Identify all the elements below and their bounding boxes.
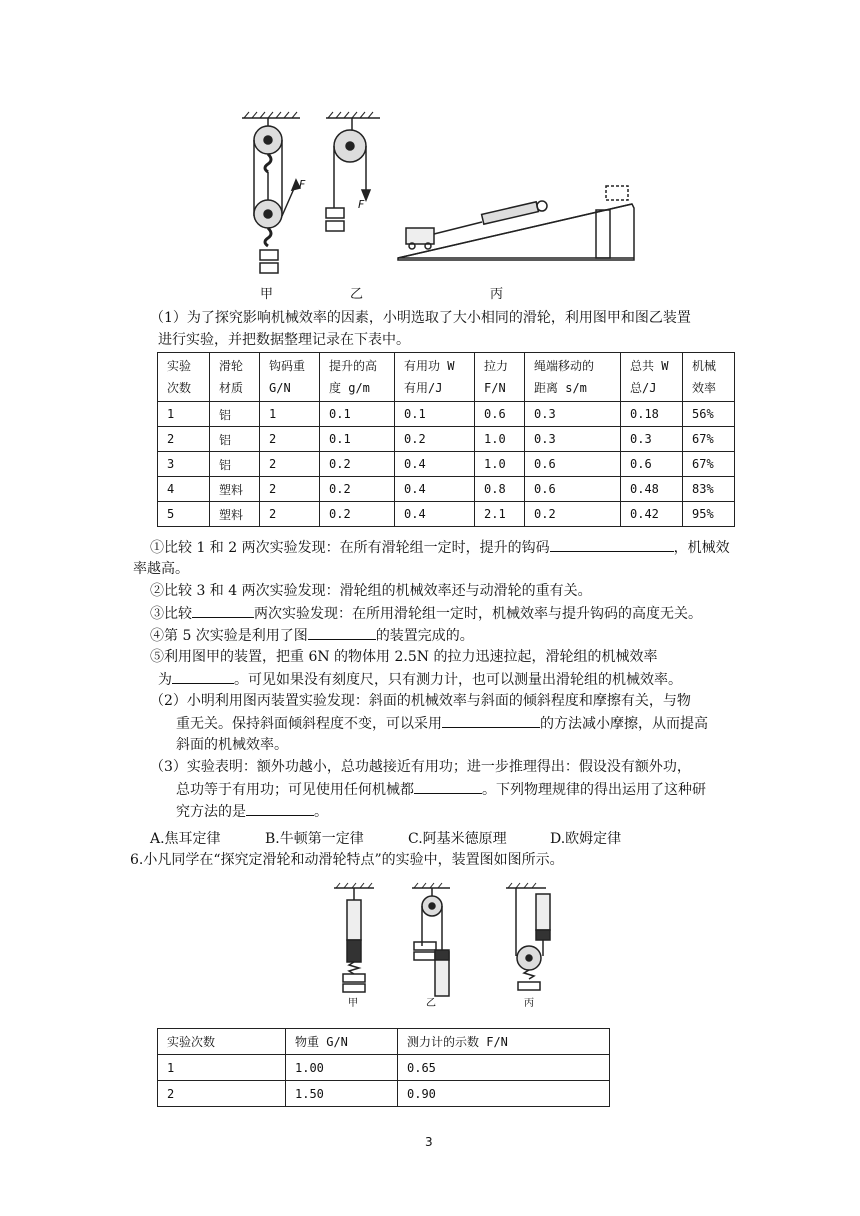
table-cell: 0.4: [395, 452, 475, 477]
table-cell: 2: [260, 452, 320, 477]
header-line: F/N: [484, 381, 506, 395]
table-header-cell: [525, 353, 621, 402]
table2-cell: 1: [158, 1055, 286, 1081]
table-cell: 1: [260, 402, 320, 427]
table-cell: 0.48: [621, 477, 683, 502]
table-cell: 1.0: [475, 427, 525, 452]
header-line: 总共 W: [630, 359, 669, 373]
fig2-label-yi: 乙: [426, 998, 436, 1009]
answer-blank-6[interactable]: [414, 779, 482, 794]
header-line: 效率: [692, 381, 717, 395]
header-line: 钩码重: [269, 359, 306, 373]
answer-blank-1[interactable]: [550, 537, 674, 552]
header-line: 有用功 W: [404, 359, 455, 373]
experiment-table-1: [157, 352, 735, 527]
figure-label-yi: 乙: [350, 287, 364, 302]
table-cell: 67%: [683, 427, 735, 452]
table-cell: 3: [158, 452, 210, 477]
table-cell: 1.0: [475, 452, 525, 477]
table-cell: 2: [260, 477, 320, 502]
pulley-figure-1: [230, 108, 640, 304]
q5-part3-line2: 总功等于有用功；可见使用任何机械都 。下列物理规律的得出运用了这种研: [176, 779, 706, 800]
table-cell: 1: [158, 402, 210, 427]
header-line: 次数: [167, 381, 192, 395]
header-line: G/N: [269, 381, 291, 395]
table-cell: 0.42: [621, 502, 683, 527]
table-cell: 2: [158, 427, 210, 452]
table-header-cell: [683, 353, 735, 402]
table-header-cell: [158, 353, 210, 402]
q5-sub5-line1: ⑤利用图甲的装置，把重 6N 的物体用 2.5N 的拉力迅速拉起，滑轮组的机械效率: [150, 649, 658, 665]
header-line: 机械: [692, 359, 717, 373]
q5-part2-line2: 重无关。保持斜面倾斜程度不变，可以采用 的方法减小摩擦，从而提高: [176, 713, 708, 734]
table-cell: 0.1: [320, 427, 395, 452]
table-cell: 0.2: [320, 477, 395, 502]
part1-intro-line2: 进行实验，并把数据整理记录在下表中。: [158, 332, 410, 348]
figure-label-bing: 丙: [490, 287, 504, 302]
table-cell: 铝: [210, 452, 260, 477]
table-header-cell: [260, 353, 320, 402]
option-d[interactable]: D.欧姆定律: [550, 831, 622, 847]
q5-sub1-line2: 率越高。: [133, 561, 189, 577]
q5-part3-line1: （3）实验表明：额外功越小，总功越接近有用功；进一步推理得出：假设没有额外功，: [150, 759, 691, 775]
q5-sub1-line1: ①比较 1 和 2 两次实验发现：在所有滑轮组一定时，提升的钩码 ，机械效: [150, 537, 730, 558]
table2-row: [158, 1055, 610, 1081]
answer-blank-2[interactable]: [192, 603, 254, 618]
table-cell: 0.3: [525, 402, 621, 427]
header-line: 绳端移动的: [534, 359, 595, 373]
table-cell: 塑料: [210, 477, 260, 502]
option-a[interactable]: A.焦耳定律: [150, 831, 221, 847]
q5-part2-line3: 斜面的机械效率。: [176, 737, 288, 753]
page-number: 3: [425, 1135, 433, 1149]
header-line: 度 g/m: [329, 381, 370, 395]
table-cell: 0.4: [395, 502, 475, 527]
table-header-cell: [320, 353, 395, 402]
table2-cell: 0.65: [398, 1055, 610, 1081]
experiment-table-2: [157, 1028, 610, 1107]
force-label-jia: F: [299, 178, 306, 191]
table-cell: 2: [260, 502, 320, 527]
table-row: [158, 502, 735, 527]
table2-row: [158, 1081, 610, 1107]
table-cell: 0.6: [525, 477, 621, 502]
header-line: 总/J: [630, 381, 657, 395]
table-cell: 0.2: [525, 502, 621, 527]
table2-header-cell: 物重 G/N: [286, 1029, 398, 1055]
table2-cell: 1.00: [286, 1055, 398, 1081]
part1-intro-line1: （1）为了探究影响机械效率的因素，小明选取了大小相同的滑轮，利用图甲和图乙装置: [150, 310, 691, 326]
table-cell: 0.6: [475, 402, 525, 427]
q5-sub4: ④第 5 次实验是利用了图 的装置完成的。: [150, 625, 474, 646]
table-cell: 0.18: [621, 402, 683, 427]
table-header-cell: [395, 353, 475, 402]
table2-header-row: [158, 1029, 610, 1055]
pulley-figure-2: [326, 880, 566, 1010]
table-cell: 0.2: [320, 502, 395, 527]
table-header-row: [158, 353, 735, 402]
table-cell: 2: [260, 427, 320, 452]
table-header-cell: [621, 353, 683, 402]
table-cell: 56%: [683, 402, 735, 427]
table-cell: 0.8: [475, 477, 525, 502]
table-row: [158, 452, 735, 477]
table-cell: 0.3: [525, 427, 621, 452]
table-cell: 0.4: [395, 477, 475, 502]
header-line: 提升的高: [329, 359, 378, 373]
table-cell: 0.2: [395, 427, 475, 452]
header-line: 实验: [167, 359, 192, 373]
table-cell: 67%: [683, 452, 735, 477]
table2-header-cell: 实验次数: [158, 1029, 286, 1055]
table-cell: 铝: [210, 402, 260, 427]
option-c[interactable]: C.阿基米德原理: [408, 831, 507, 847]
table-row: [158, 427, 735, 452]
table2-cell: 0.90: [398, 1081, 610, 1107]
q5-part2-line1: （2）小明利用图丙装置实验发现：斜面的机械效率与斜面的倾斜程度和摩擦有关，与物: [150, 693, 691, 709]
answer-blank-7[interactable]: [246, 801, 314, 816]
table-cell: 4: [158, 477, 210, 502]
table-row: [158, 477, 735, 502]
header-line: 材质: [219, 381, 244, 395]
table-cell: 0.6: [525, 452, 621, 477]
figure-label-jia: 甲: [260, 287, 274, 302]
table-cell: 0.6: [621, 452, 683, 477]
header-line: 滑轮: [219, 359, 244, 373]
table-cell: 5: [158, 502, 210, 527]
fig2-label-bing: 丙: [524, 998, 534, 1009]
fig2-label-jia: 甲: [348, 998, 358, 1009]
table2-header-cell: 测力计的示数 F/N: [398, 1029, 610, 1055]
table-cell: 0.1: [320, 402, 395, 427]
table-cell: 95%: [683, 502, 735, 527]
table2-cell: 2: [158, 1081, 286, 1107]
option-b[interactable]: B.牛顿第一定律: [265, 831, 364, 847]
table-cell: 铝: [210, 427, 260, 452]
answer-blank-3[interactable]: [308, 625, 376, 640]
table-row: [158, 402, 735, 427]
header-line: 有用/J: [404, 381, 443, 395]
table-header-cell: [210, 353, 260, 402]
table-cell: 0.2: [320, 452, 395, 477]
q6-stem: 6.小凡同学在“探究定滑轮和动滑轮特点”的实验中，装置图如图所示。: [130, 852, 564, 868]
q5-part3-line3: 究方法的是 。: [176, 801, 328, 822]
header-line: 拉力: [484, 359, 509, 373]
table2-cell: 1.50: [286, 1081, 398, 1107]
q5-sub2: ②比较 3 和 4 两次实验发现：滑轮组的机械效率还与动滑轮的重有关。: [150, 583, 592, 599]
answer-blank-4[interactable]: [172, 669, 234, 684]
q5-sub5-line2: 为 。可见如果没有刻度尺，只有测力计，也可以测量出滑轮组的机械效率。: [158, 669, 682, 690]
q5-sub3: ③比较 两次实验发现：在所用滑轮组一定时，机械效率与提升钩码的高度无关。: [150, 603, 702, 624]
table-cell: 0.1: [395, 402, 475, 427]
table-cell: 83%: [683, 477, 735, 502]
table-cell: 0.3: [621, 427, 683, 452]
table-header-cell: [475, 353, 525, 402]
table-cell: 2.1: [475, 502, 525, 527]
table-cell: 塑料: [210, 502, 260, 527]
header-line: 距离 s/m: [534, 381, 587, 395]
force-label-yi: F: [358, 198, 365, 211]
answer-blank-5[interactable]: [442, 713, 540, 728]
